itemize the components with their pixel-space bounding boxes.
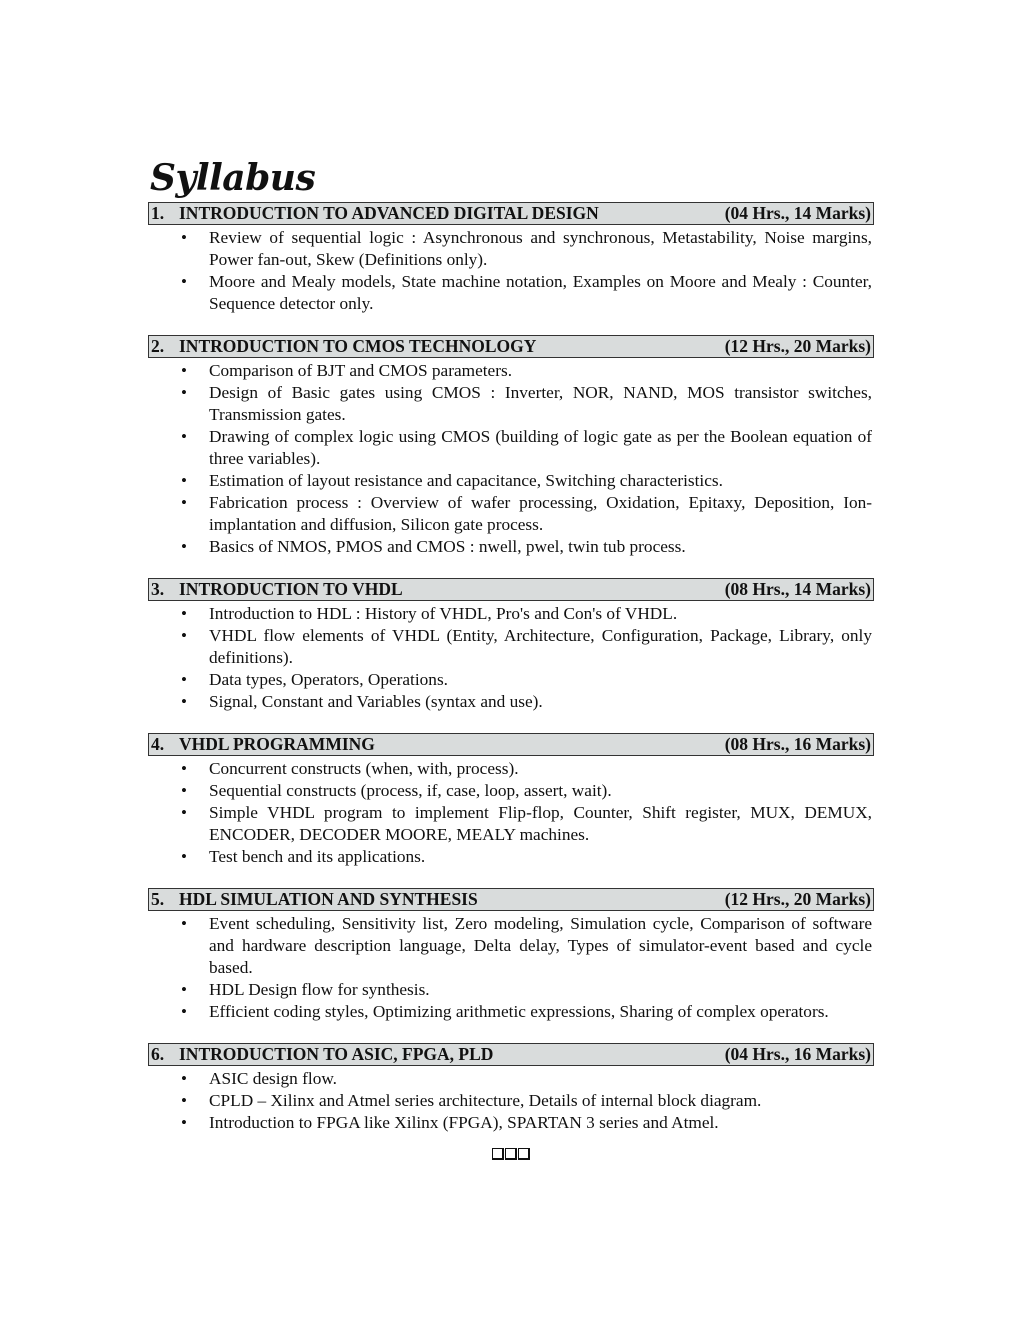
topic-text: Fabrication process : Overview of wafer processing, Oxidation, Epitaxy, Deposition, Ion-implantation and diffusion, Silicon gate process. <box>209 493 872 534</box>
section-header <box>148 578 874 601</box>
topic-item <box>148 470 874 492</box>
topic-text: Introduction to HDL : History of VHDL, Pro's and Con's of VHDL. <box>209 604 678 623</box>
bullet-icon: • <box>181 803 187 822</box>
topic-item <box>148 780 874 802</box>
bullet-icon: • <box>181 493 187 512</box>
topic-text: Sequential constructs (process, if, case, loop, assert, wait). <box>209 781 612 800</box>
topic-list <box>148 603 874 713</box>
section-hours-marks: (04 Hrs., 16 Marks) <box>724 1044 871 1064</box>
topic-list <box>148 1068 874 1134</box>
topic-item <box>148 758 874 780</box>
section-header <box>148 733 874 756</box>
topic-item <box>148 382 874 426</box>
topic-text: Review of sequential logic : Asynchronous and synchronous, Metastability, Noise margins, Power fan-out, Skew (Definitions only). <box>209 228 872 269</box>
topic-item <box>148 492 874 536</box>
syllabus-section <box>148 1043 874 1134</box>
bullet-icon: • <box>181 692 187 711</box>
bullet-icon: • <box>181 759 187 778</box>
topic-text: Design of Basic gates using CMOS : Inverter, NOR, NAND, MOS transistor switches, Transmission gates. <box>209 383 872 424</box>
bullet-icon: • <box>181 272 187 291</box>
section-number: 1. <box>151 203 165 223</box>
bullet-icon: • <box>181 1069 187 1088</box>
section-hours-marks: (12 Hrs., 20 Marks) <box>724 336 871 356</box>
topic-text: CPLD – Xilinx and Atmel series architecture, Details of internal block diagram. <box>209 1091 762 1110</box>
topic-item <box>148 426 874 470</box>
bullet-icon: • <box>181 670 187 689</box>
syllabus-section <box>148 335 874 558</box>
topic-item <box>148 1090 874 1112</box>
topic-item <box>148 691 874 713</box>
bullet-icon: • <box>181 1091 187 1110</box>
topic-item <box>148 802 874 846</box>
topic-list <box>148 227 874 315</box>
section-hours-marks: (04 Hrs., 14 Marks) <box>724 203 871 223</box>
bullet-icon: • <box>181 914 187 933</box>
topic-item <box>148 1112 874 1134</box>
section-heading <box>151 734 375 755</box>
topic-item <box>148 979 874 1001</box>
page-title: Syllabus <box>150 157 316 199</box>
section-header <box>148 1043 874 1066</box>
bullet-icon: • <box>181 361 187 380</box>
topic-text: Data types, Operators, Operations. <box>209 670 448 689</box>
topic-text: ASIC design flow. <box>209 1069 338 1088</box>
topic-text: Event scheduling, Sensitivity list, Zero modeling, Simulation cycle, Comparison of software and hardware description language, Delta delay, Types of simulator-event based and cycle based. <box>209 914 872 977</box>
topic-text: Moore and Mealy models, State machine notation, Examples on Moore and Mealy : Counter, Sequence detector only. <box>209 272 872 313</box>
syllabus-section <box>148 578 874 713</box>
bullet-icon: • <box>181 383 187 402</box>
topic-item <box>148 1068 874 1090</box>
syllabus-section <box>148 733 874 868</box>
section-title: INTRODUCTION TO CMOS TECHNOLOGY <box>179 336 537 356</box>
topic-text: Comparison of BJT and CMOS parameters. <box>209 361 513 380</box>
section-heading <box>151 889 478 910</box>
bullet-icon: • <box>181 471 187 490</box>
topic-item <box>148 1001 874 1023</box>
topic-list <box>148 913 874 1023</box>
section-title: INTRODUCTION TO ASIC, FPGA, PLD <box>179 1044 494 1064</box>
section-number: 5. <box>151 889 165 909</box>
section-number: 6. <box>151 1044 165 1064</box>
section-number: 2. <box>151 336 165 356</box>
bullet-icon: • <box>181 626 187 645</box>
section-heading <box>151 336 536 357</box>
topic-text: HDL Design flow for synthesis. <box>209 980 430 999</box>
topic-text: Drawing of complex logic using CMOS (building of logic gate as per the Boolean equation of three variables). <box>209 427 872 468</box>
bullet-icon: • <box>181 537 187 556</box>
end-of-section-mark-icon <box>148 1146 874 1168</box>
bullet-icon: • <box>181 847 187 866</box>
topic-text: Basics of NMOS, PMOS and CMOS : nwell, pwel, twin tub process. <box>209 537 686 556</box>
section-hours-marks: (08 Hrs., 16 Marks) <box>724 734 871 754</box>
section-header <box>148 335 874 358</box>
section-header <box>148 888 874 911</box>
bullet-icon: • <box>181 228 187 247</box>
topic-text: Test bench and its applications. <box>209 847 426 866</box>
bullet-icon: • <box>181 980 187 999</box>
topic-item <box>148 271 874 315</box>
topic-item <box>148 846 874 868</box>
bullet-icon: • <box>181 604 187 623</box>
bullet-icon: • <box>181 1113 187 1132</box>
topic-text: Simple VHDL program to implement Flip-flop, Counter, Shift register, MUX, DEMUX, ENCODER, DECODER MOORE, MEALY machines. <box>209 803 872 844</box>
section-number: 3. <box>151 579 165 599</box>
bullet-icon: • <box>181 781 187 800</box>
sections-list <box>148 202 874 1134</box>
section-title: VHDL PROGRAMMING <box>179 734 375 754</box>
bullet-icon: • <box>181 427 187 446</box>
topic-list <box>148 758 874 868</box>
syllabus-section <box>148 202 874 315</box>
section-hours-marks: (12 Hrs., 20 Marks) <box>724 889 871 909</box>
topic-item <box>148 536 874 558</box>
section-heading <box>151 1044 493 1065</box>
topic-text: Signal, Constant and Variables (syntax and use). <box>209 692 543 711</box>
topic-item <box>148 669 874 691</box>
topic-item <box>148 360 874 382</box>
section-title: INTRODUCTION TO ADVANCED DIGITAL DESIGN <box>179 203 599 223</box>
topic-text: Introduction to FPGA like Xilinx (FPGA), SPARTAN 3 series and Atmel. <box>209 1113 719 1132</box>
section-title: INTRODUCTION TO VHDL <box>179 579 403 599</box>
syllabus-section <box>148 888 874 1023</box>
topic-item <box>148 625 874 669</box>
topic-text: Concurrent constructs (when, with, process). <box>209 759 519 778</box>
topic-text: VHDL flow elements of VHDL (Entity, Architecture, Configuration, Package, Library, only definitions). <box>209 626 872 667</box>
section-title: HDL SIMULATION AND SYNTHESIS <box>179 889 478 909</box>
section-heading <box>151 579 403 600</box>
topic-item <box>148 227 874 271</box>
section-hours-marks: (08 Hrs., 14 Marks) <box>724 579 871 599</box>
topic-list <box>148 360 874 558</box>
section-header <box>148 202 874 225</box>
syllabus-page <box>148 158 874 1168</box>
topic-text: Efficient coding styles, Optimizing arithmetic expressions, Sharing of complex operators. <box>209 1002 829 1021</box>
topic-item <box>148 603 874 625</box>
topic-text: Estimation of layout resistance and capacitance, Switching characteristics. <box>209 471 723 490</box>
topic-item <box>148 913 874 979</box>
bullet-icon: • <box>181 1002 187 1021</box>
section-heading <box>151 203 599 224</box>
section-number: 4. <box>151 734 165 754</box>
